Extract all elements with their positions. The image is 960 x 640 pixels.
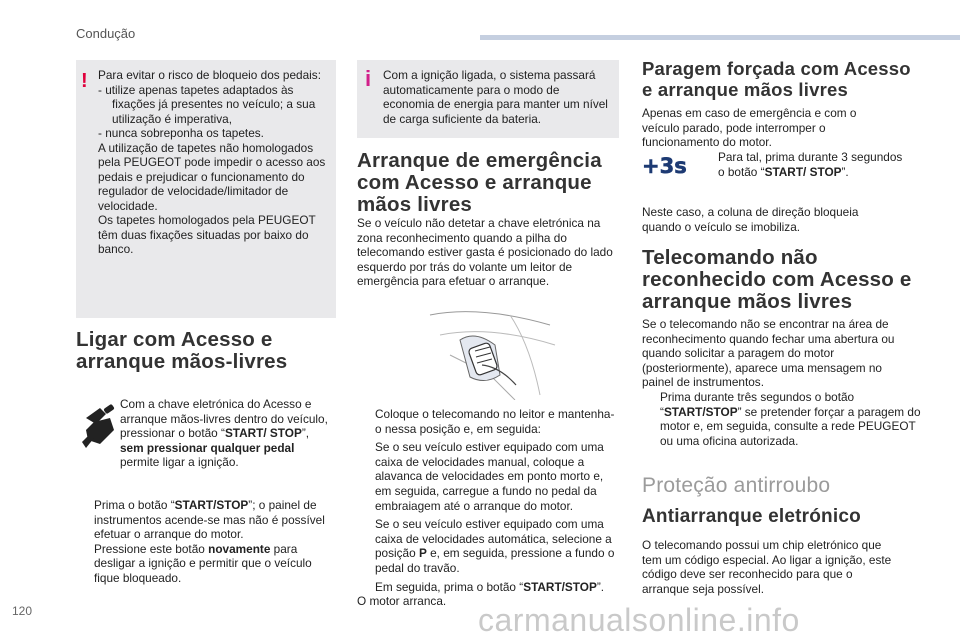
section-title-telecomando-nao-reconhecido: Telecomando não reconhecido com Acesso e arranque mãos livres [642, 246, 912, 313]
svg-text:+3s: +3s [642, 154, 687, 178]
warning-dash-2: - nunca sobreponha os tapetes. [98, 126, 264, 140]
warning-paragraph-2: A utilização de tapetes não homologados pela PEUGEOT pode impedir o acesso aos pedais e prejudicar o funcionamento do regulador de velocidade/limitador de velocidade. [98, 140, 326, 213]
telecomando-bullet: Prima durante três segundos o botão “START/STOP” se pretender forçar a paragem do motor e, em seguida, consulte a rede PEUGEOT ou uma oficina autorizada. [660, 390, 921, 448]
section-title-antiarranque: Antiarranque eletrónico [642, 506, 861, 527]
info-icon: i [365, 66, 372, 91]
emergency-reader-illustration [420, 305, 560, 400]
ligar-bullet-2: Pressione este botão novamente para desligar a ignição e permitir que o veículo fique bloqueado. [94, 541, 312, 585]
telecomando-paragraph: Se o telecomando não se encontrar na área de reconhecimento quando fechar uma abertura ou quando solicitar a paragem do motor (posteriormente), aparece uma mensagem no painel de instrumentos. [642, 317, 895, 390]
section-title-ligar: Ligar com Acesso e arranque mãos-livres [76, 328, 288, 373]
watermark: carmanualsonline.info [478, 602, 800, 638]
warning-dash-1: - utilize apenas tapetes adaptados às fixações já presentes no veículo; a sua utilização é imperativa, [98, 82, 316, 126]
emergencia-bullet-2: Se o seu veículo estiver equipado com uma caixa de velocidades manual, coloque a alavanca de velocidades em ponto morto e, em seguida, carregue a fundo no pedal da embraiagem até o arranque do motor. [375, 440, 604, 513]
plus-3s-icon [640, 151, 688, 181]
paragem-paragraph-2: Neste caso, a coluna de direção bloqueia quando o veículo se imobiliza. [642, 205, 859, 234]
emergencia-bullet-3: Se o seu veículo estiver equipado com uma caixa de velocidades automática, selecione a posição P e, em seguida, pressione a fundo o pedal do travão. [375, 517, 615, 575]
ligar-icon-text: Com a chave eletrónica do Acesso e arranque mãos-livres dentro do veículo, pressionar o botão “START/ STOP”, sem pressionar qualquer pedal permite ligar a ignição. [120, 397, 328, 470]
header-bar [480, 35, 960, 40]
warning-paragraph-3: Os tapetes homologados pela PEUGEOT têm duas fixações situadas por baixo do banco. [98, 213, 316, 256]
section-title-arranque-emergencia: Arranque de emergência com Acesso e arranque mãos livres [357, 149, 602, 216]
info-text: Com a ignição ligada, o sistema passará automaticamente para o modo de economia de energia para manter um nível de carga suficiente da bateria. [383, 68, 608, 126]
motor-arranca-text: O motor arranca. [357, 594, 447, 609]
emergencia-bullet-1: Coloque o telecomando no leitor e mantenha-o nessa posição e, em seguida: [375, 407, 615, 436]
info-notice [357, 60, 619, 138]
warning-notice [76, 60, 336, 318]
section-title-paragem-forcada: Paragem forçada com Acesso e arranque mãos livres [642, 58, 911, 100]
paragem-bullet-1: Para tal, prima durante 3 segundos o botão “START/ STOP”. [718, 150, 903, 179]
emergencia-bullet-4: Em seguida, prima o botão “START/STOP”. [375, 579, 605, 594]
antiarranque-paragraph: O telecomando possui um chip eletrónico que tem um código especial. Ao ligar a ignição, este código deve ser reconhecido para que o arranque seja possível. [642, 538, 892, 596]
page-number: 120 [12, 604, 33, 618]
warning-icon: ! [81, 70, 88, 92]
warning-intro: Para evitar o risco de bloqueio dos pedais: [98, 68, 321, 82]
section-title-protecao-antirroubo: Proteção antirroubo [642, 474, 831, 497]
header-section-title: Condução [76, 26, 136, 41]
ligar-bullet-1: Prima o botão “START/STOP”; o painel de instrumentos acende-se mas não é possível efetuar o arranque do motor. [94, 498, 325, 542]
paragem-paragraph-1: Apenas em caso de emergência e com o veículo parado, pode interromper o funcionamento do motor. [642, 106, 857, 150]
hand-key-icon [80, 400, 120, 450]
emergencia-intro: Se o veículo não detetar a chave eletrónica na zona reconhecimento quando a pilha do telecomando estiver gasta é posicionado do lado esquerdo por trás do volante um leitor de emergência para efetuar o arranque. [357, 216, 613, 289]
